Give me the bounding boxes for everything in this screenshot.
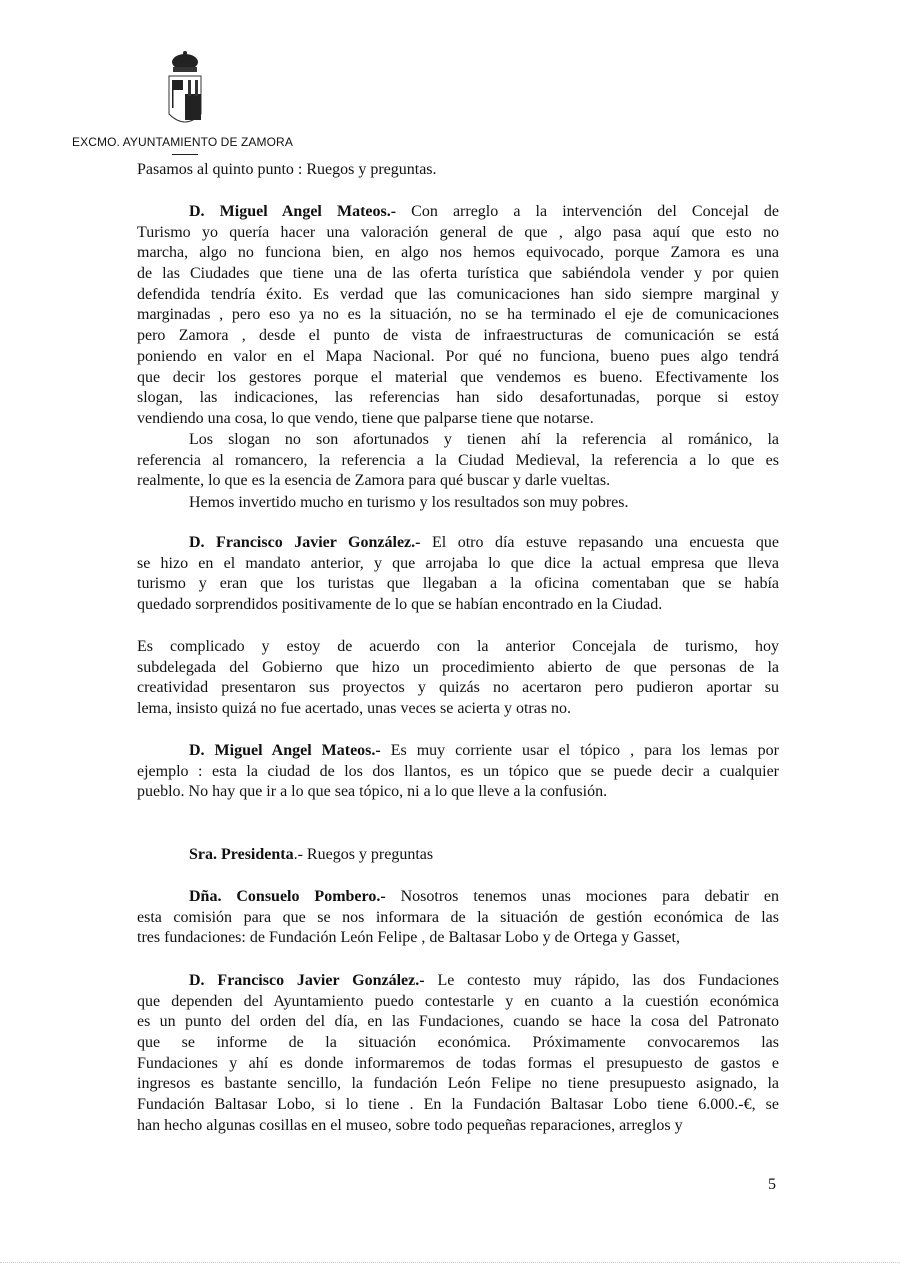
line-text: poniendo en valor en el Mapa Nacional. Por qué no funciona, bueno pues algo tendrá xyxy=(137,347,779,365)
text-line xyxy=(137,595,779,616)
text-line xyxy=(137,1095,779,1116)
line-text: turismo y eran que los turistas que llegaban a la oficina comentaban que se había xyxy=(137,575,779,593)
speaker-name: D. Miguel Angel Mateos.- xyxy=(189,203,397,220)
line-text: Con arreglo a la intervención del Concejal de xyxy=(396,203,780,220)
text-line xyxy=(137,326,779,347)
text-line xyxy=(137,451,779,472)
text-line xyxy=(137,223,779,244)
paragraph xyxy=(137,160,779,181)
paragraph xyxy=(137,637,779,720)
line-text: esta comisión para que se nos informara de la situación de gestión económica de las xyxy=(137,908,779,926)
text-line xyxy=(137,762,779,783)
text-line xyxy=(137,471,779,492)
line-text: lema, insisto quizá no fue acertado, unas veces se acierta y otras no. xyxy=(137,700,572,718)
line-text: slogan, las indicaciones, las referencias han sido desafortunadas, porque si estoy xyxy=(137,389,779,407)
coat-of-arms-logo xyxy=(163,50,207,130)
line-text: Los slogan no son afortunados y tienen ahí la referencia al románico, la xyxy=(189,431,779,448)
line-text: que dependen del Ayuntamiento puedo contestarle y en cuanto a la cuestión económica xyxy=(137,992,779,1010)
line-text: subdelegada del Gobierno que hizo un procedimiento abierto de que personas de la xyxy=(137,658,779,676)
text-line xyxy=(137,388,779,409)
line-text: El otro día estuve repasando una encuesta que xyxy=(420,534,780,551)
paragraph xyxy=(137,845,779,866)
paragraph xyxy=(137,430,779,492)
text-line xyxy=(137,678,779,699)
line-text: Turismo yo quería hacer una valoración general de que , algo pasa aquí que esto no xyxy=(137,223,779,241)
line-text: es un punto del orden del día, en las Fundaciones, cuando se hace la cosa del Patronato xyxy=(137,1013,779,1031)
text-line xyxy=(137,285,779,306)
line-text: defendida tendría éxito. Es verdad que las comunicaciones han sido siempre marginal y xyxy=(137,285,779,303)
organization-name: EXCMO. AYUNTAMIENTO DE ZAMORA xyxy=(72,135,293,149)
paragraph xyxy=(137,971,779,1137)
text-line xyxy=(137,1012,779,1033)
paragraph xyxy=(137,741,779,803)
paragraph xyxy=(137,493,779,514)
speaker-name: D. Francisco Javier González.- xyxy=(189,972,425,989)
text-line xyxy=(137,493,779,514)
paragraph xyxy=(137,533,779,616)
paragraph xyxy=(137,202,779,430)
line-text: Le contesto muy rápido, las dos Fundaciones xyxy=(424,972,780,989)
text-line xyxy=(137,1054,779,1075)
text-line xyxy=(137,845,779,866)
line-text: Fundación Baltasar Lobo, si lo tiene . En la Fundación Baltasar Lobo tiene 6.000.-€, se xyxy=(137,1096,779,1114)
line-text: ingresos es bastante sencillo, la fundación León Felipe no tiene presupuesto asignado, la xyxy=(137,1075,779,1093)
text-line xyxy=(137,1116,779,1137)
line-text: Nosotros tenemos unas mociones para debatir en xyxy=(385,888,779,905)
line-text: tres fundaciones: de Fundación León Felipe , de Baltasar Lobo y de Ortega y Gasset, xyxy=(137,929,680,947)
text-line xyxy=(137,658,779,679)
line-text: Es complicado y estoy de acuerdo con la anterior Concejala de turismo, hoy xyxy=(137,638,779,655)
line-text: .- Ruegos y preguntas xyxy=(293,846,434,863)
text-line xyxy=(137,409,779,430)
text-line xyxy=(137,368,779,389)
line-text: que se informe de la situación económica. Próximamente convocaremos las xyxy=(137,1034,779,1052)
text-line xyxy=(137,928,779,949)
speaker-name: D. Miguel Angel Mateos.- xyxy=(189,742,381,759)
speaker-name: D. Francisco Javier González.- xyxy=(189,534,421,551)
text-line xyxy=(137,908,779,929)
footer-dotted-line xyxy=(0,1262,900,1264)
text-line xyxy=(137,741,779,762)
text-line xyxy=(137,202,779,223)
line-text: marcha, algo no funciona bien, en algo nos hemos equivocado, porque Zamora es una xyxy=(137,244,779,262)
speaker-name: Dña. Consuelo Pombero.- xyxy=(189,888,386,905)
text-line xyxy=(137,430,779,451)
text-line xyxy=(137,264,779,285)
text-line xyxy=(137,992,779,1013)
header-rule xyxy=(172,154,198,155)
line-text: marginadas , pero eso ya no es la situación, no se ha terminado el eje de comunicaciones xyxy=(137,306,779,324)
line-text: Fundaciones y ahí es donde informaremos de todas formas el presupuesto de gastos e xyxy=(137,1054,779,1072)
text-line xyxy=(137,699,779,720)
line-text: pueblo. No hay que ir a lo que sea tópico, ni a lo que lleve a la confusión. xyxy=(137,783,608,801)
line-text: de las Ciudades que tiene una de las oferta turística que sabiéndola vender y por quien xyxy=(137,265,779,283)
paragraph xyxy=(137,887,779,949)
text-line xyxy=(137,1074,779,1095)
line-text: quedado sorprendidos positivamente de lo que se habían encontrado en la Ciudad. xyxy=(137,596,663,614)
line-text: pero Zamora , desde el punto de vista de infraestructuras de comunicación se está xyxy=(137,327,779,345)
page-number: 5 xyxy=(768,1176,776,1193)
line-text: Hemos invertido mucho en turismo y los resultados son muy pobres. xyxy=(189,494,629,511)
text-line xyxy=(137,971,779,992)
text-line xyxy=(137,347,779,368)
text-line xyxy=(137,637,779,658)
line-text: Pasamos al quinto punto : Ruegos y preguntas. xyxy=(137,161,437,178)
text-line xyxy=(137,160,779,181)
line-text: referencia al romancero, la referencia a la Ciudad Medieval, la referencia a lo que es xyxy=(137,451,779,469)
text-line xyxy=(137,574,779,595)
speaker-name: Sra. Presidenta xyxy=(189,846,294,863)
line-text: han hecho algunas cosillas en el museo, sobre todo pequeñas reparaciones, arreglos y xyxy=(137,1116,683,1134)
line-text: ejemplo : esta la ciudad de los dos llantos, es un tópico que se puede decir a cualquier xyxy=(137,762,779,780)
line-text: que decir los gestores porque el material que vendemos es bueno. Efectivamente los xyxy=(137,368,779,386)
line-text: Es muy corriente usar el tópico , para los lemas por xyxy=(380,742,780,759)
line-text: vendiendo una cosa, lo que vendo, tiene que palparse tiene que notarse. xyxy=(137,409,594,427)
text-line xyxy=(137,305,779,326)
text-line xyxy=(137,243,779,264)
line-text: realmente, lo que es la esencia de Zamora para qué buscar y darle vueltas. xyxy=(137,472,611,490)
text-line xyxy=(137,533,779,554)
line-text: creatividad presentaron sus proyectos y quizás no acertaron pero pudieron aportar su xyxy=(137,679,779,697)
text-line xyxy=(137,554,779,575)
text-line xyxy=(137,1033,779,1054)
text-line xyxy=(137,782,779,803)
text-line xyxy=(137,887,779,908)
line-text: se hizo en el mandato anterior, y que arrojaba lo que dice la actual empresa que lleva xyxy=(137,554,779,572)
